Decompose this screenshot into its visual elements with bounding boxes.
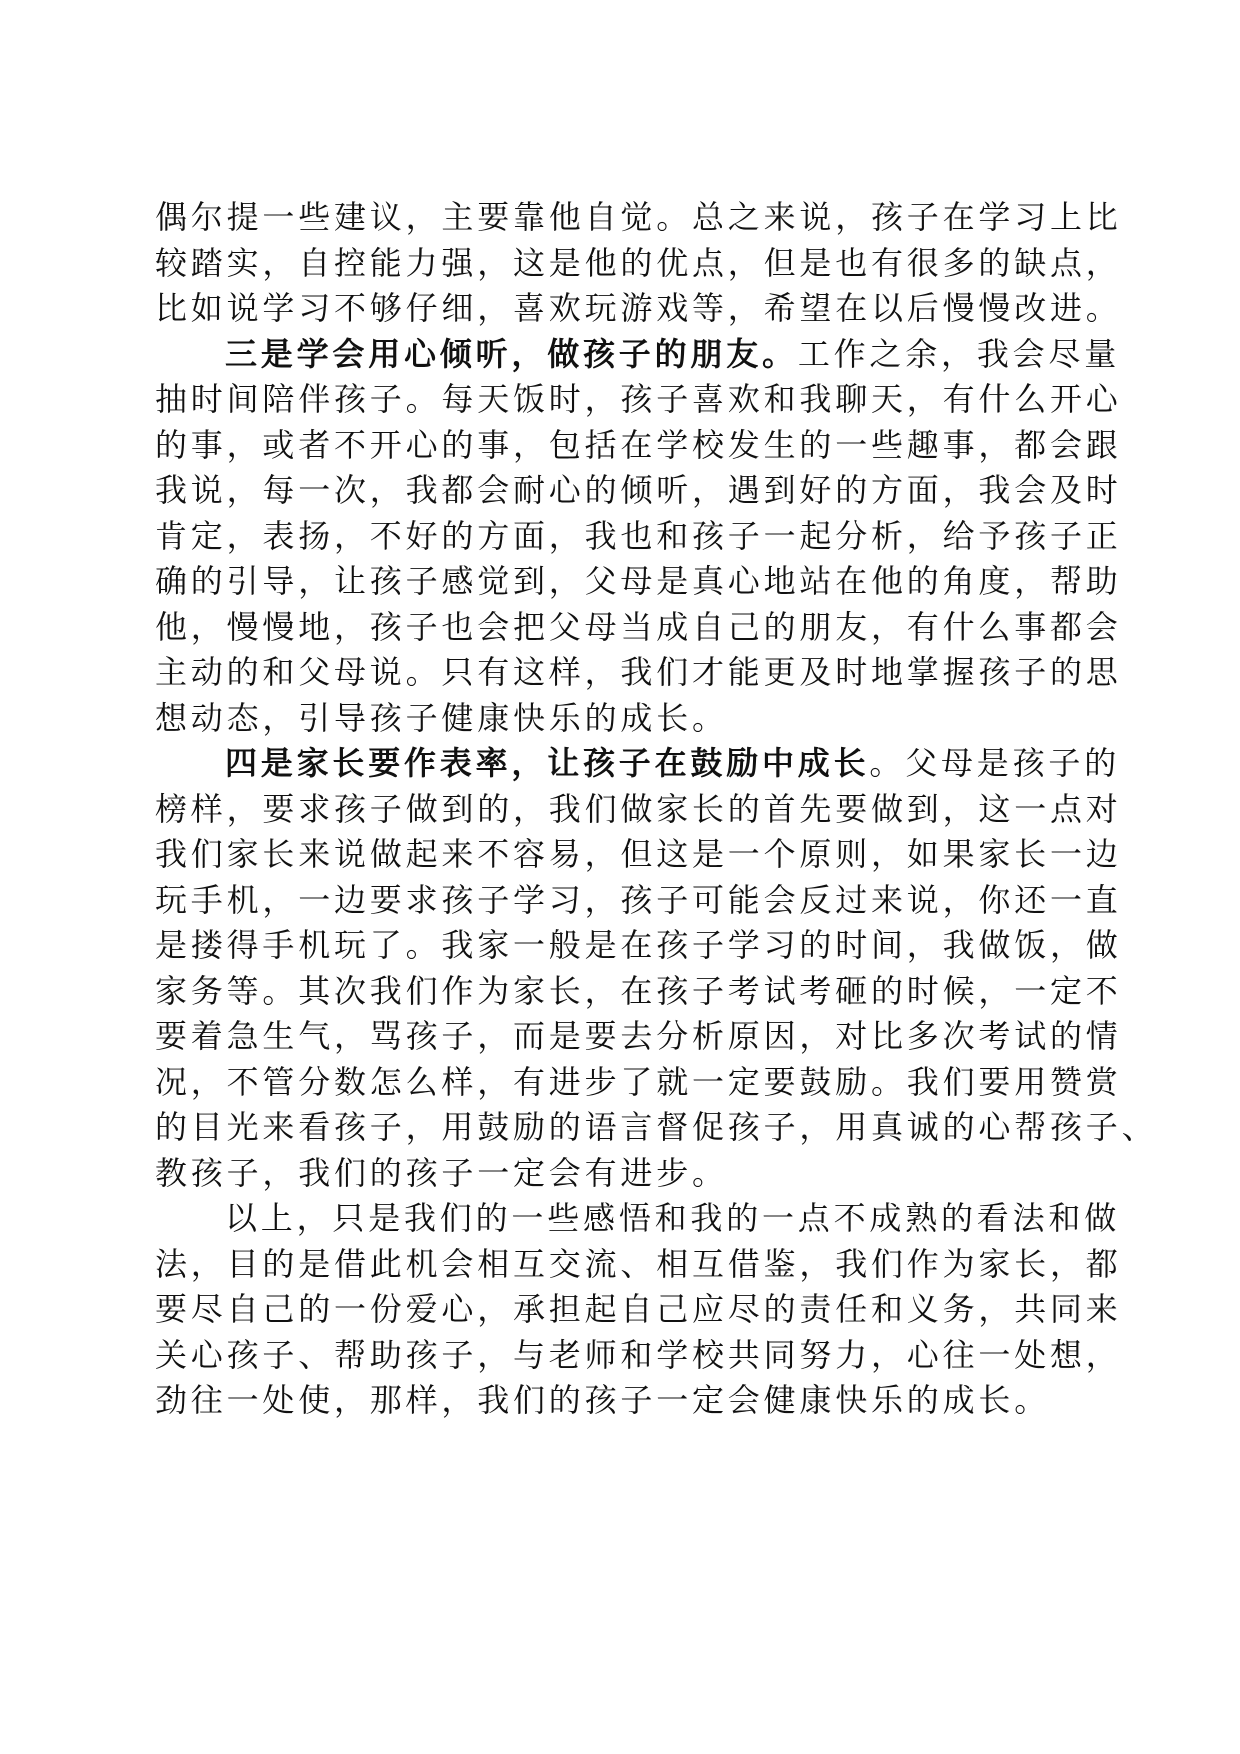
paragraph-line: 要着急生气，骂孩子，而是要去分析原因，对比多次考试的情 — [155, 1017, 1122, 1055]
paragraph-line: 况，不管分数怎么样，有进步了就一定要鼓励。我们要用赞赏 — [155, 1062, 1122, 1101]
paragraph-line: 较踏实，自控能力强，这是他的优点，但是也有很多的缺点， — [155, 243, 1122, 282]
paragraph-line: 我们家长来说做起来不容易，但这是一个原则，如果家长一边 — [155, 835, 1122, 873]
paragraph-line: 榜样，要求孩子做到的，我们做家长的首先要做到，这一点对 — [155, 789, 1122, 828]
paragraph-line: 想动态，引导孩子健康快乐的成长。 — [155, 698, 728, 737]
paragraph-line: 偶尔提一些建议，主要靠他自觉。总之来说，孩子在学习上比 — [155, 198, 1122, 236]
paragraph-line: 主动的和父母说。只有这样，我们才能更及时地掌握孩子的思 — [155, 653, 1122, 691]
paragraph-first-line — [155, 332, 1121, 378]
paragraph-line: 是搂得手机玩了。我家一般是在孩子学习的时间，我做饭，做 — [155, 926, 1122, 964]
paragraph-line: 关心孩子、帮助孩子，与老师和学校共同努力，心往一处想， — [155, 1335, 1122, 1374]
paragraph-line: 玩手机，一边要求孩子学习，孩子可能会反过来说，你还一直 — [155, 880, 1122, 919]
paragraph-text: 。父母是孩子的 — [869, 744, 1121, 782]
paragraph-text: 工作之余，我会尽量 — [797, 334, 1121, 373]
section-heading: 四是家长要作表率，让孩子在鼓励中成长 — [225, 744, 870, 782]
paragraph-line: 确的引导，让孩子感觉到，父母是真心地站在他的角度，帮助 — [155, 562, 1122, 600]
paragraph-first-line: 以上，只是我们的一些感悟和我的一点不成熟的看法和做 — [225, 1199, 1121, 1237]
paragraph-line: 比如说学习不够仔细，喜欢玩游戏等，希望在以后慢慢改进。 — [155, 289, 1122, 327]
paragraph-first-line — [155, 741, 1121, 787]
section-heading: 三是学会用心倾听，做孩子的朋友。 — [225, 334, 798, 373]
paragraph-line: 法，目的是借此机会相互交流、相互借鉴，我们作为家长，都 — [155, 1244, 1122, 1283]
paragraph-line: 抽时间陪伴孩子。每天饭时，孩子喜欢和我聊天，有什么开心 — [155, 380, 1122, 418]
paragraph-line: 家务等。其次我们作为家长，在孩子考试考砸的时候，一定不 — [155, 971, 1122, 1010]
paragraph-line: 的目光来看孩子，用鼓励的语言督促孩子，用真诚的心帮孩子、 — [155, 1108, 1158, 1146]
paragraph-line: 要尽自己的一份爱心，承担起自己应尽的责任和义务，共同来 — [155, 1290, 1122, 1328]
paragraph-line: 教孩子，我们的孩子一定会有进步。 — [155, 1153, 728, 1192]
paragraph-line: 肯定，表扬，不好的方面，我也和孩子一起分析，给予孩子正 — [155, 516, 1122, 555]
paragraph-line: 他，慢慢地，孩子也会把父母当成自己的朋友，有什么事都会 — [155, 607, 1122, 646]
paragraph-line: 我说，每一次，我都会耐心的倾听，遇到好的方面，我会及时 — [155, 471, 1122, 509]
paragraph-line: 的事，或者不开心的事，包括在学校发生的一些趣事，都会跟 — [155, 425, 1122, 464]
paragraph-line: 劲往一处使，那样，我们的孩子一定会健康快乐的成长。 — [155, 1381, 1051, 1419]
document-body — [155, 195, 1158, 1424]
